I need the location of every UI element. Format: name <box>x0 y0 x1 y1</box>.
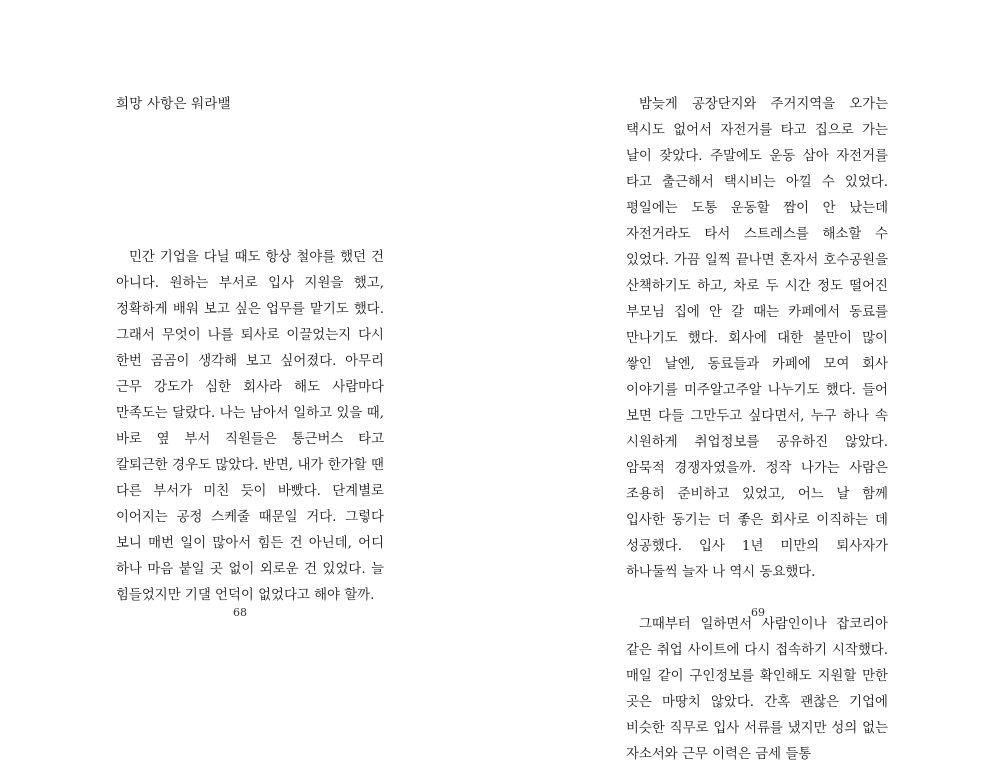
page-number: 69 <box>751 606 765 619</box>
paragraph: 그때부터 일하면서 사람인이나 잡코리아 같은 취업 사이트에 다시 접속하기 시작했다. 매일 같이 구인정보를 확인해도 지원할 만한 곳은 마땅치 않았다. 간혹 괜찮은 기업에 비슷한 직무로 입사 서류를 냈지만 성의 없는 자소서와 근무 이력은 금세 들통 <box>626 617 888 762</box>
left-body-text <box>116 245 384 609</box>
chapter-title: 희망 사항은 워라밸 <box>116 96 231 112</box>
right-page <box>500 0 1000 762</box>
left-page <box>0 0 500 707</box>
paragraph: 민간 기업을 다닐 때도 항상 철야를 했던 건 아니다. 원하는 부서로 입사 지원을 했고, 정확하게 배워 보고 싶은 업무를 맡기도 했다. 그래서 무엇이 나를 퇴사로 이끌었는지 다시 한번 곰곰이 생각해 보고 싶어졌다. 아무리 근무 강도가 심한 회사라 해도 사람마다 만족도는 달랐다. 나는 남아서 일하고 있을 때, 바로 옆 부서 직원들은 통근버스 타고 칼퇴근한 경우도 많았다. 반면, 내가 한가할 땐 다른 부서가 미친 듯이 바빴다. 단계별로 이어지는 공정 스케줄 때문일 거다. 그렇다 보니 매번 일이 많아서 힘든 건 아닌데, 어디 하나 마음 붙일 곳 없이 외로운 건 있었다. 늘 힘들었지만 기댈 언덕이 없었다고 해야 할까. <box>116 250 384 603</box>
right-body-text <box>626 92 888 768</box>
page-number: 68 <box>233 606 247 619</box>
paragraph: 밤늦게 공장단지와 주거지역을 오가는 택시도 없어서 자전거를 타고 집으로 가는 날이 잦았다. 주말에도 운동 삼아 자전거를 타고 출근해서 택시비는 아낄 수 있었다. 평일에는 도통 운동할 짬이 안 났는데 자전거라도 타서 스트레스를 해소할 수 있었다. 가끔 일찍 끝나면 혼자서 호수공원을 산책하기도 하고, 차로 두 시간 정도 떨어진 부모님 집에 안 갈 때는 카페에서 동료를 만나기도 했다. 회사에 대한 불만이 많이 쌓인 날엔, 동료들과 카페에 모여 회사 이야기를 미주알고주알 나누기도 했다. 들어 보면 다들 그만두고 싶다면서, 누구 하나 속 시원하게 취업정보를 공유하진 않았다. 암묵적 경쟁자였을까. 정작 나가는 사람은 조용히 준비하고 있었고, 어느 날 함께 입사한 동기는 더 좋은 회사로 이직하는 데 성공했다. 입사 1년 미만의 퇴사자가 하나둘씩 늘자 나 역시 동요했다. <box>626 97 888 580</box>
